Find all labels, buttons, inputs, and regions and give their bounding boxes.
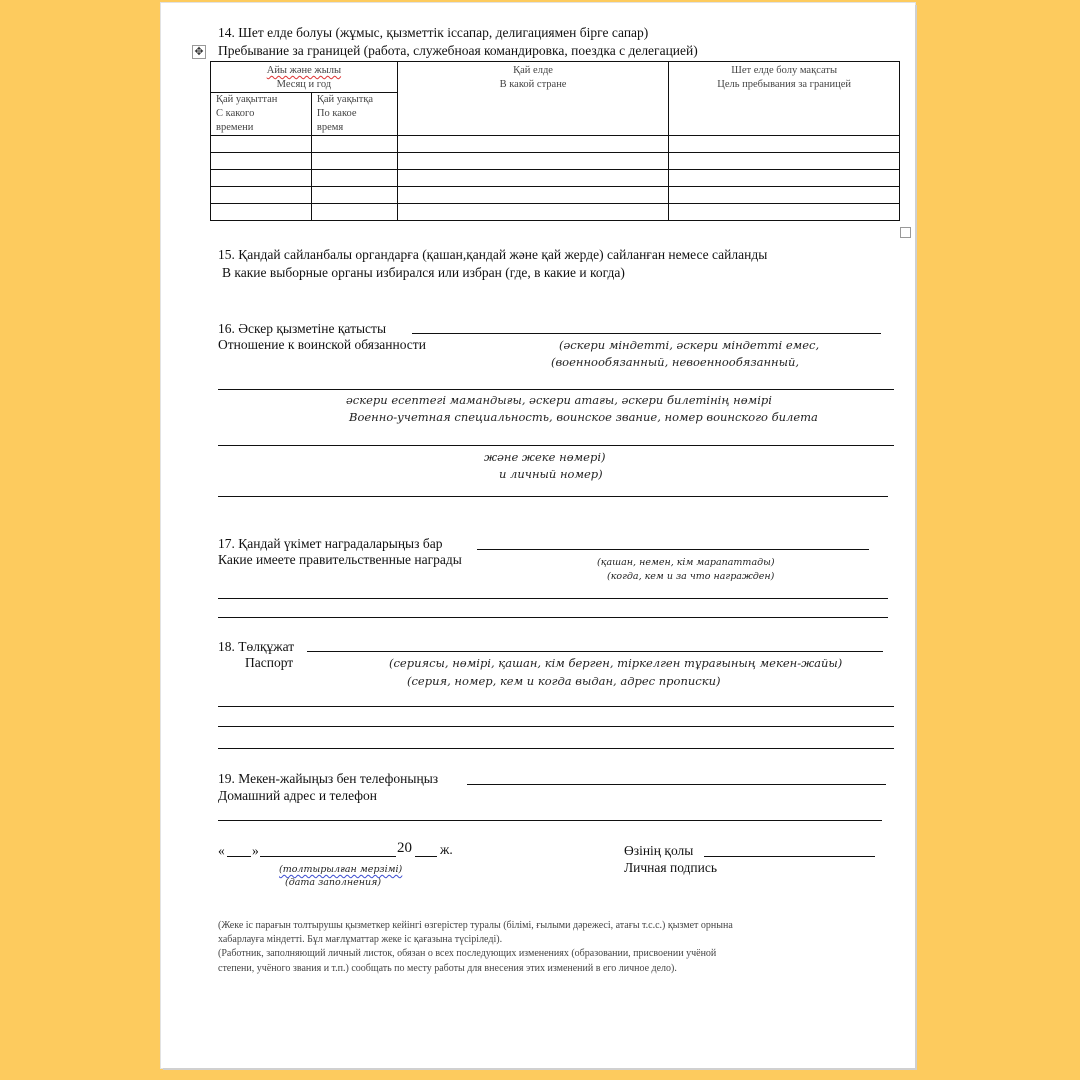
military-input-line-3[interactable] [218,445,894,446]
awards-input-line[interactable] [477,549,869,550]
table-cell[interactable] [397,187,669,204]
table-cell[interactable] [311,204,397,221]
table-cell[interactable] [397,204,669,221]
footnote-kz-line-2: хабарлауға міндетті. Бұл мағлұматтар жеке іс қағазына түсіріледі). [218,934,503,945]
table-cell[interactable] [311,170,397,187]
table-move-handle-icon[interactable]: ✥ [192,45,206,59]
military-input-line[interactable] [412,333,881,334]
military-input-line-4[interactable] [218,496,888,497]
date-open-quote: « [218,843,225,858]
military-hint-kz: (әскери міндетті, әскери міндетті емес, [559,338,820,352]
table-cell[interactable] [311,136,397,153]
table-cell[interactable] [211,136,312,153]
section-17-title-kz: 17. Қандай үкімет наградаларыңыз бар [218,536,443,551]
personal-number-hint-ru: и личный номер) [499,467,603,481]
abroad-table [210,61,900,221]
table-row [211,187,900,204]
section-19-title-kz: 19. Мекен-жайыңыз бен телефоныңыз [218,771,439,786]
personal-number-hint-kz: және жеке нөмері) [484,450,606,464]
table-cell[interactable] [397,153,669,170]
awards-hint-ru: (когда, кем и за что награжден) [607,571,775,582]
table-cell[interactable] [669,204,900,221]
table-cell[interactable] [669,187,900,204]
table-cell[interactable] [397,170,669,187]
signature-label-kz: Өзінің қолы [624,843,694,858]
date-year-prefix: 20 [397,840,412,856]
table-header-row [211,62,900,93]
table-row [211,204,900,221]
date-year-suffix: ж. [440,842,453,857]
military-input-line-2[interactable] [218,389,894,390]
footnote-ru-line-2: степени, учёного звания и т.п.) сообщать по месту работы для внесения этих изменений в его личное дело). [218,963,677,974]
section-14-title-kz: 14. Шет елде болуы (жұмыс, қызметтік іссапар, делигациямен бірге сапар) [218,25,649,40]
table-cell[interactable] [311,187,397,204]
table-cell[interactable] [211,187,312,204]
date-hint-ru: (дата заполнения) [285,877,382,888]
date-hint-kz: (толтырылған мерзімі) [279,864,403,875]
military-specialty-hint-ru: Военно-учетная специальность, воинское звание, номер воинского билета [349,410,818,424]
military-hint-ru: (военнообязанный, невоеннообязанный, [551,355,800,369]
address-input-line-2[interactable] [218,820,882,821]
table-row [211,170,900,187]
table-cell[interactable] [669,153,900,170]
passport-input-line-4[interactable] [218,748,894,749]
section-14-title-ru: Пребывание за границей (работа, служебноая командировка, поездка с делегацией) [218,43,698,58]
awards-input-line-3[interactable] [218,617,888,618]
document-page [161,3,915,1068]
table-cell[interactable] [311,153,397,170]
header-month-year: Айы және жылы Месяц и год [211,62,398,93]
awards-input-line-2[interactable] [218,598,888,599]
passport-input-line-3[interactable] [218,726,894,727]
section-16-title-ru: Отношение к воинской обязанности [218,337,426,352]
address-input-line[interactable] [467,784,886,785]
subheader-to: Қай уақытқа По какое время [311,93,397,136]
date-close-quote: » [252,843,259,858]
header-country: Қай елде В какой стране [397,62,669,136]
section-15-title-kz: 15. Қандай сайланбалы органдарға (қашан,қандай және қай жерде) сайланған немесе сайланды [218,247,768,262]
section-16-title-kz: 16. Әскер қызметіне қатысты [218,321,387,336]
signature-line[interactable] [704,856,875,857]
passport-input-line-2[interactable] [218,706,894,707]
table-cell[interactable] [211,170,312,187]
table-resize-handle[interactable] [900,227,911,238]
date-month-line[interactable] [260,856,396,857]
passport-input-line[interactable] [307,651,883,652]
date-day-line[interactable] [227,856,251,857]
table-cell[interactable] [211,204,312,221]
table-cell[interactable] [669,170,900,187]
section-17-title-ru: Какие имеете правительственные награды [218,552,462,567]
passport-hint-kz: (сериясы, нөмірі, қашан, кім берген, тіркелген тұрағының мекен-жайы) [389,656,843,670]
date-year-line[interactable] [415,856,437,857]
table-cell[interactable] [397,136,669,153]
awards-hint-kz: (қашан, немен, кім марапаттады) [597,557,775,568]
section-18-title-ru: Паспорт [245,655,294,670]
table-row [211,136,900,153]
table-row [211,153,900,170]
passport-hint-ru: (серия, номер, кем и когда выдан, адрес прописки) [407,674,721,688]
signature-label-ru: Личная подпись [624,860,718,875]
table-cell[interactable] [211,153,312,170]
footnote-kz-line-1: (Жеке іс парағын толтырушы қызметкер кейінгі өзгерістер туралы (білімі, ғылыми дәрежесі, атағы т.с.с.) қызмет орнына [218,920,733,931]
section-18-title-kz: 18. Төлқұжат [218,639,295,654]
section-19-title-ru: Домашний адрес и телефон [218,788,378,803]
subheader-from: Қай уақыттан С какого времени [211,93,312,136]
section-15-title-ru: В какие выборные органы избирался или избран (где, в какие и когда) [222,265,625,280]
footnote-ru-line-1: (Работник, заполняющий личный листок, обязан о всех последующих изменениях (образовании, присвоении учёной [218,948,717,959]
header-purpose: Шет елде болу мақсаты Цель пребывания за границей [669,62,900,136]
military-specialty-hint-kz: әскери есептегі мамандығы, әскери атағы, әскери билетінің нөмірі [346,393,772,407]
table-cell[interactable] [669,136,900,153]
